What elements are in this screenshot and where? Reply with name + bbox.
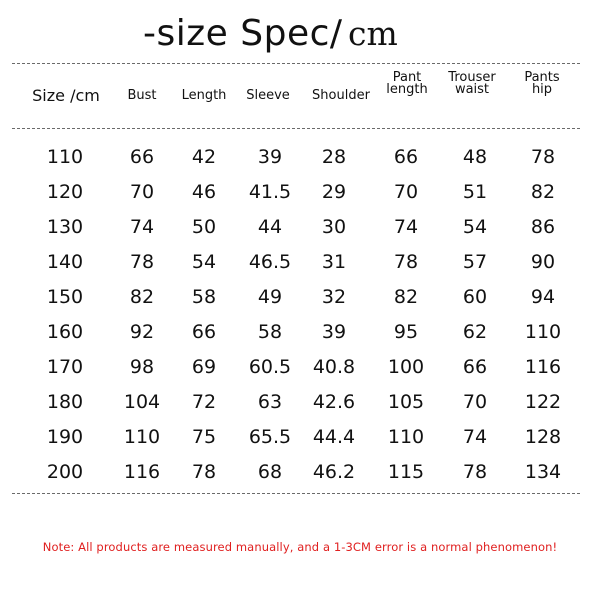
cell-size: 110 [46, 146, 84, 168]
cell-length: 66 [191, 321, 217, 343]
cell-length: 42 [191, 146, 217, 168]
cell-size: 180 [46, 391, 84, 413]
table-row [0, 245, 600, 280]
cell-length: 54 [191, 251, 217, 273]
cell-size: 150 [46, 286, 84, 308]
cell-sleeve: 63 [257, 391, 283, 413]
header-pants-hip [512, 64, 572, 128]
header-bust [117, 64, 167, 128]
header-pant-length [382, 64, 432, 128]
table-header [0, 64, 600, 128]
table-row [0, 350, 600, 385]
table-row [0, 280, 600, 315]
cell-pants-hip: 82 [530, 181, 556, 203]
cell-pant-length: 115 [387, 461, 425, 483]
cell-length: 69 [191, 356, 217, 378]
header-size [28, 64, 104, 128]
cell-bust: 110 [123, 426, 161, 448]
cell-sleeve: 58 [257, 321, 283, 343]
header-shoulder [308, 64, 374, 128]
table-row [0, 175, 600, 210]
header-pant-length-line2: length [386, 82, 428, 97]
table-row [0, 210, 600, 245]
cell-pant-length: 110 [387, 426, 425, 448]
table-row [0, 420, 600, 455]
cell-pants-hip: 128 [524, 426, 562, 448]
cell-trouser-waist: 60 [462, 286, 488, 308]
header-pants-hip-line2: hip [531, 82, 553, 97]
cell-shoulder: 30 [321, 216, 347, 238]
header-trouser-waist [440, 64, 504, 128]
title-text: -size Spec/ [143, 13, 343, 54]
cell-shoulder: 46.2 [312, 461, 356, 483]
cell-length: 72 [191, 391, 217, 413]
cell-pants-hip: 86 [530, 216, 556, 238]
header-length-label: Length [181, 88, 227, 103]
cell-size: 200 [46, 461, 84, 483]
cell-trouser-waist: 54 [462, 216, 488, 238]
cell-pants-hip: 90 [530, 251, 556, 273]
header-size-label: Size /cm [32, 86, 100, 105]
header-pants-hip-line1: Pants [524, 70, 560, 85]
cell-trouser-waist: 78 [462, 461, 488, 483]
cell-bust: 74 [129, 216, 155, 238]
cell-size: 190 [46, 426, 84, 448]
cell-bust: 70 [129, 181, 155, 203]
header-pant-length-line1: Pant [392, 70, 422, 85]
cell-shoulder: 31 [321, 251, 347, 273]
cell-pants-hip: 110 [524, 321, 562, 343]
cell-pants-hip: 116 [524, 356, 562, 378]
cell-sleeve: 39 [257, 146, 283, 168]
cell-sleeve: 49 [257, 286, 283, 308]
table-row [0, 385, 600, 420]
cell-pants-hip: 122 [524, 391, 562, 413]
cell-sleeve: 46.5 [248, 251, 292, 273]
size-spec-title [0, 12, 600, 56]
table-row [0, 455, 600, 490]
cell-trouser-waist: 48 [462, 146, 488, 168]
cell-length: 46 [191, 181, 217, 203]
cell-pant-length: 66 [393, 146, 419, 168]
cell-pant-length: 95 [393, 321, 419, 343]
cell-shoulder: 40.8 [312, 356, 356, 378]
title-unit: cm [348, 14, 398, 53]
cell-pant-length: 105 [387, 391, 425, 413]
cell-pants-hip: 94 [530, 286, 556, 308]
cell-sleeve: 60.5 [248, 356, 292, 378]
cell-size: 130 [46, 216, 84, 238]
cell-shoulder: 42.6 [312, 391, 356, 413]
cell-bust: 78 [129, 251, 155, 273]
header-bust-label: Bust [127, 88, 157, 103]
table-row [0, 140, 600, 175]
cell-size: 140 [46, 251, 84, 273]
cell-bust: 92 [129, 321, 155, 343]
cell-length: 58 [191, 286, 217, 308]
cell-trouser-waist: 66 [462, 356, 488, 378]
cell-trouser-waist: 51 [462, 181, 488, 203]
header-sleeve [240, 64, 296, 128]
cell-pant-length: 82 [393, 286, 419, 308]
cell-pants-hip: 78 [530, 146, 556, 168]
cell-length: 75 [191, 426, 217, 448]
header-divider [12, 128, 580, 129]
cell-pants-hip: 134 [524, 461, 562, 483]
cell-sleeve: 44 [257, 216, 283, 238]
cell-pant-length: 78 [393, 251, 419, 273]
cell-trouser-waist: 62 [462, 321, 488, 343]
cell-pant-length: 74 [393, 216, 419, 238]
cell-sleeve: 65.5 [248, 426, 292, 448]
cell-pant-length: 100 [387, 356, 425, 378]
table-row [0, 315, 600, 350]
table-body [0, 140, 600, 490]
cell-size: 120 [46, 181, 84, 203]
cell-bust: 116 [123, 461, 161, 483]
cell-bust: 82 [129, 286, 155, 308]
cell-length: 78 [191, 461, 217, 483]
cell-trouser-waist: 74 [462, 426, 488, 448]
cell-length: 50 [191, 216, 217, 238]
header-sleeve-label: Sleeve [246, 88, 290, 103]
cell-bust: 104 [123, 391, 161, 413]
cell-sleeve: 41.5 [248, 181, 292, 203]
cell-sleeve: 68 [257, 461, 283, 483]
header-shoulder-label: Shoulder [312, 88, 370, 103]
cell-bust: 98 [129, 356, 155, 378]
cell-shoulder: 29 [321, 181, 347, 203]
cell-bust: 66 [129, 146, 155, 168]
cell-trouser-waist: 57 [462, 251, 488, 273]
cell-size: 170 [46, 356, 84, 378]
bottom-divider [12, 493, 580, 494]
cell-size: 160 [46, 321, 84, 343]
cell-shoulder: 39 [321, 321, 347, 343]
header-trouser-waist-line2: waist [454, 82, 490, 97]
header-trouser-waist-line1: Trouser [448, 70, 496, 85]
measurement-note: Note: All products are measured manually, and a 1-3CM error is a normal phenomenon! [42, 540, 558, 554]
cell-shoulder: 32 [321, 286, 347, 308]
cell-pant-length: 70 [393, 181, 419, 203]
cell-trouser-waist: 70 [462, 391, 488, 413]
header-length [176, 64, 232, 128]
cell-shoulder: 44.4 [312, 426, 356, 448]
cell-shoulder: 28 [321, 146, 347, 168]
